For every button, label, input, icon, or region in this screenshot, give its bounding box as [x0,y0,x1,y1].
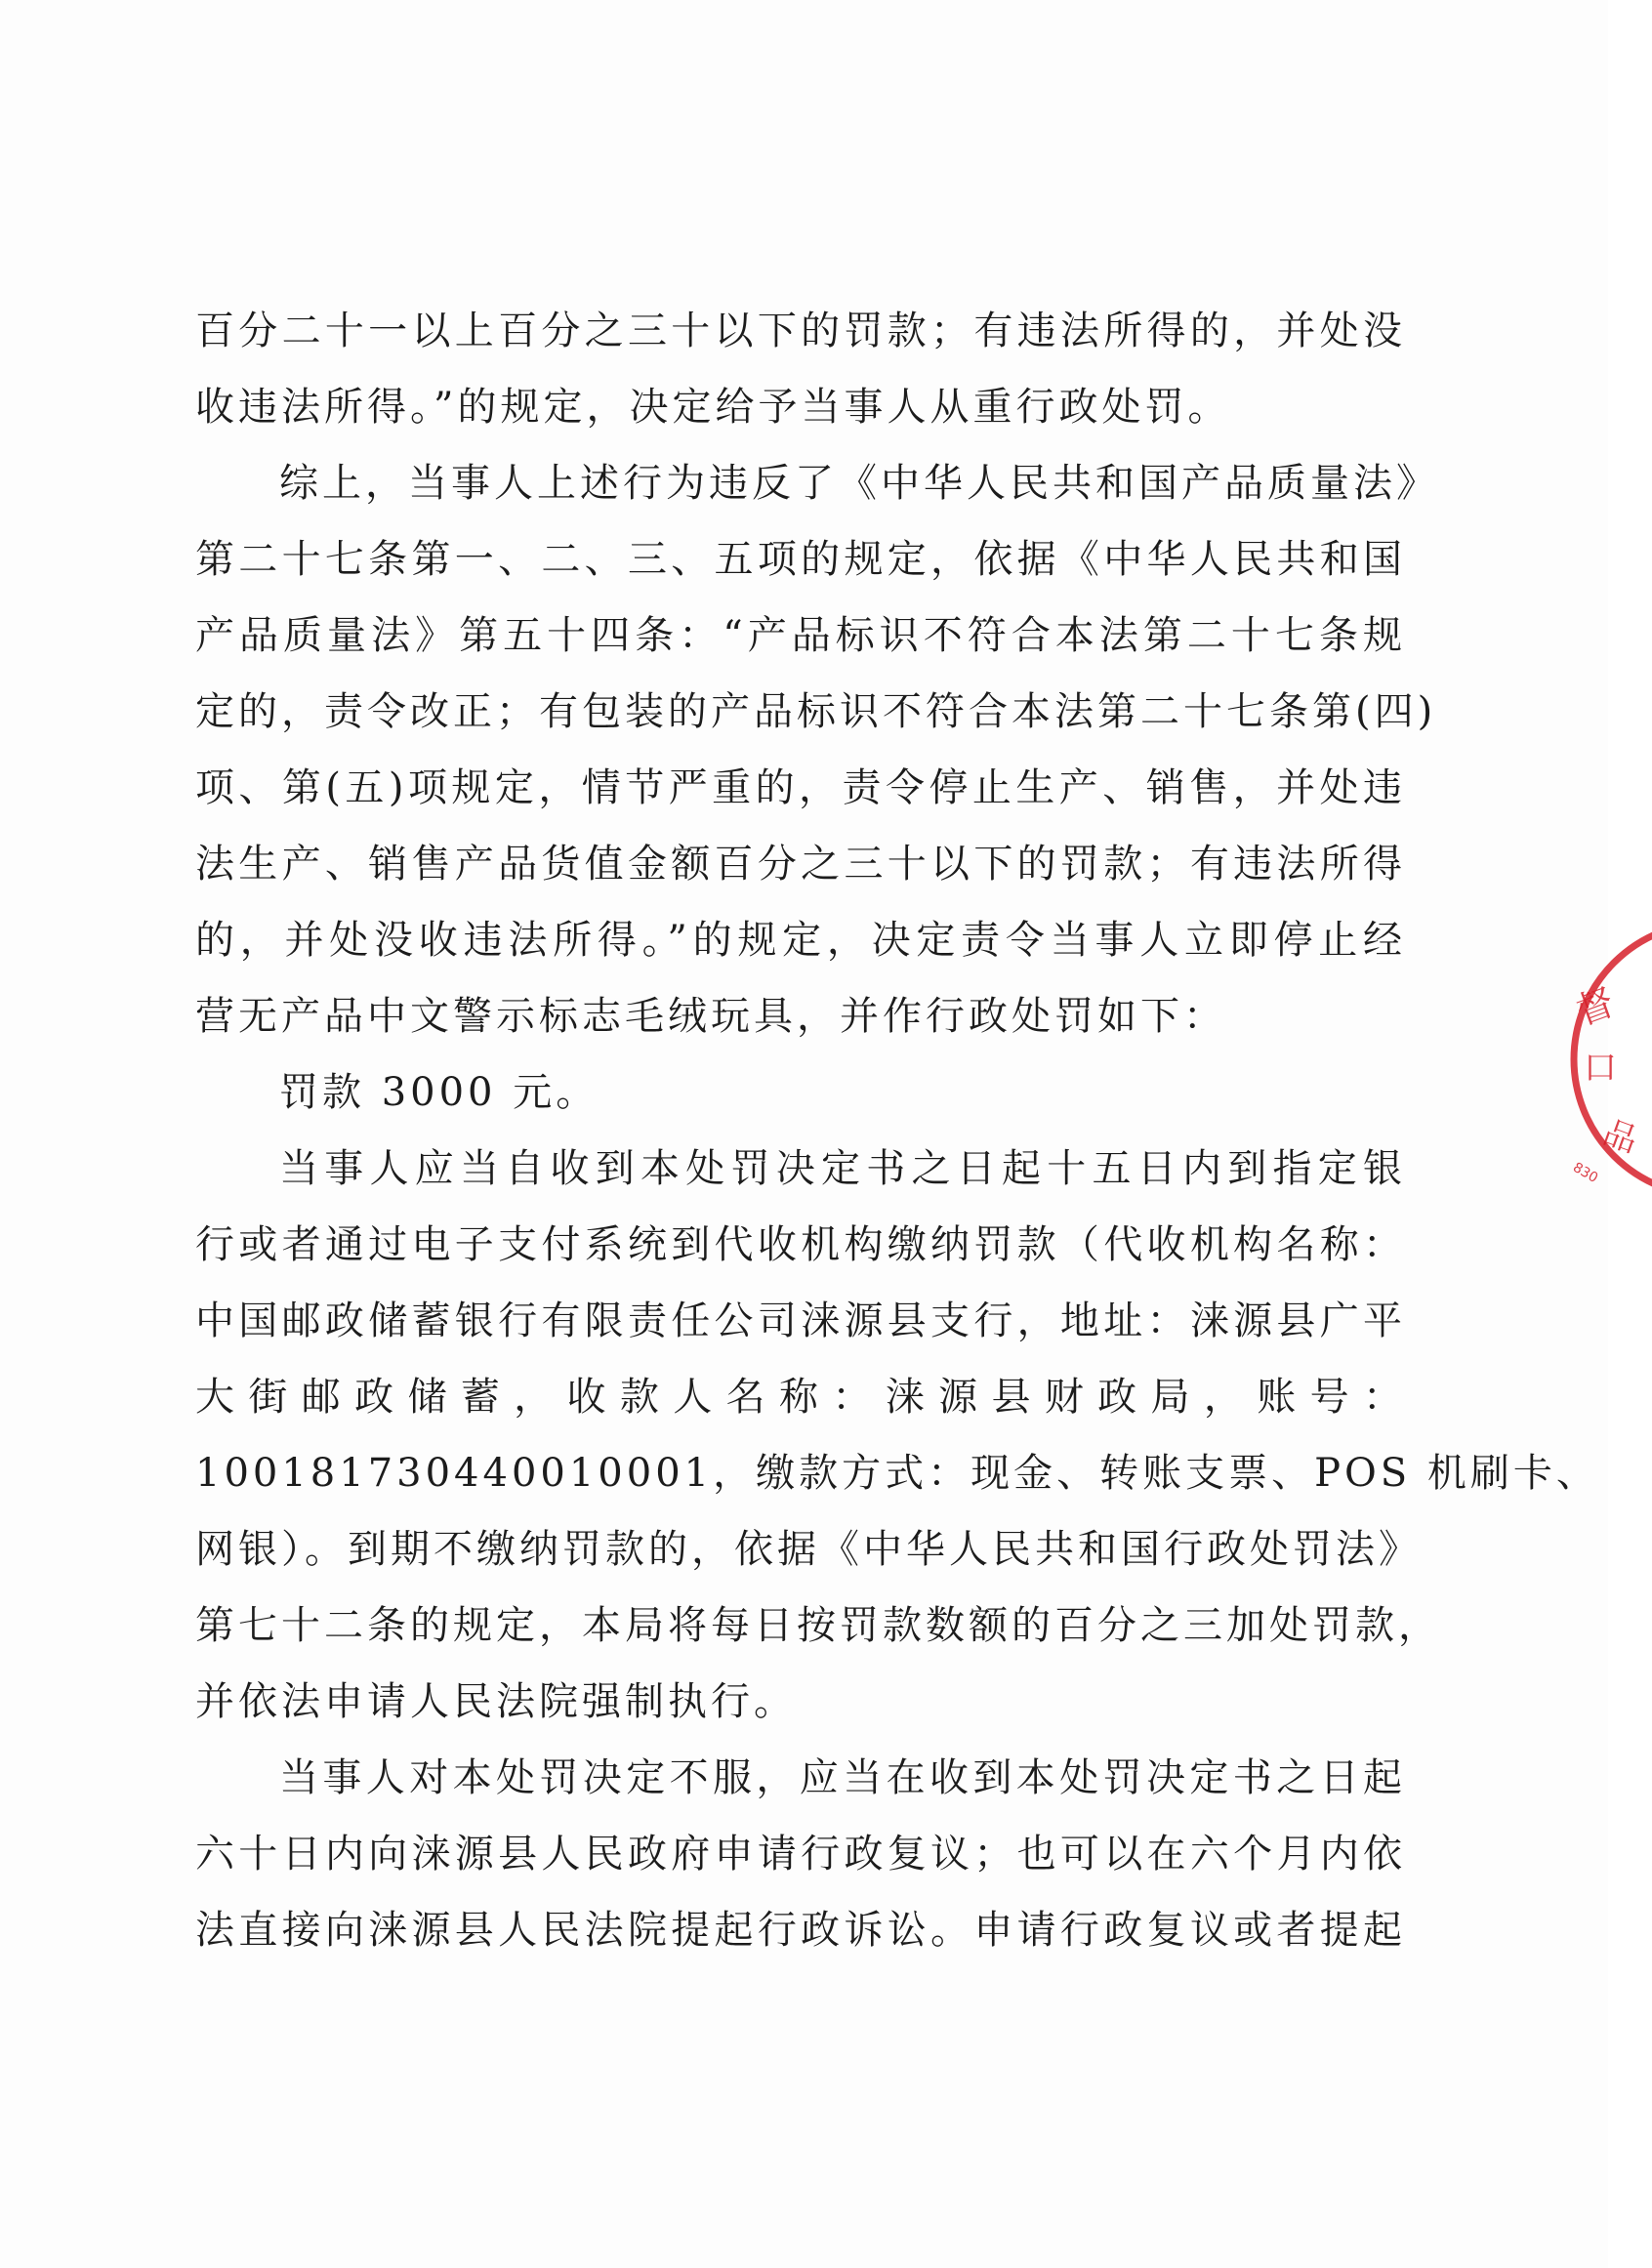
body-line-13: 行或者通过电子支付系统到代收机构缴纳罚款（代收机构名称： [195,1222,1406,1267]
body-line-17: 网银）。到期不缴纳罚款的，依据《中华人民共和国行政处罚法》 [195,1527,1422,1572]
body-line-4: 第二十七条第一、二、三、五项的规定，依据《中华人民共和国 [195,537,1406,582]
body-line-5: 产品质量法》第五十四条：“产品标识不符合本法第二十七条规 [195,613,1406,658]
fine-amount-line: 罚款 3000 元。 [279,1070,599,1115]
svg-text:830: 830 [1570,1159,1601,1187]
svg-text:品: 品 [1597,1112,1643,1162]
body-line-15: 大街邮政储蓄，收款人名称：涞源县财政局，账号： [195,1375,1406,1420]
official-seal [1564,923,1652,1216]
body-line-12: 当事人应当自收到本处罚决定书之日起十五日内到指定银 [279,1146,1406,1191]
body-line-20: 当事人对本处罚决定不服，应当在收到本处罚决定书之日起 [279,1755,1406,1800]
body-line-1: 百分二十一以上百分之三十以下的罚款；有违法所得的，并处没 [195,309,1406,353]
svg-text:口: 口 [1584,1049,1617,1088]
body-line-8: 法生产、销售产品货值金额百分之三十以下的罚款；有违法所得 [195,842,1406,887]
svg-text:督: 督 [1570,979,1621,1034]
body-line-18: 第七十二条的规定，本局将每日按罚款数额的百分之三加处罚款， [195,1603,1441,1648]
body-line-14: 中国邮政储蓄银行有限责任公司涞源县支行，地址：涞源县广平 [195,1299,1406,1343]
body-line-6: 定的，责令改正；有包装的产品标识不符合本法第二十七条第(四) [195,689,1437,734]
body-line-22: 法直接向涞源县人民法院提起行政诉讼。申请行政复议或者提起 [195,1908,1406,1953]
body-line-3: 综上，当事人上述行为违反了《中华人民共和国产品质量法》 [279,461,1439,506]
body-line-9: 的，并处没收违法所得。”的规定，决定责令当事人立即停止经 [195,918,1406,963]
body-line-19: 并依法申请人民法院强制执行。 [195,1679,797,1724]
body-line-21: 六十日内向涞源县人民政府申请行政复议；也可以在六个月内依 [195,1832,1406,1876]
account-number-line: 100181730440010001，缴款方式：现金、转账支票、POS 机刷卡、 [195,1451,1599,1496]
body-line-10: 营无产品中文警示标志毛绒玩具，并作行政处罚如下： [195,994,1226,1039]
body-line-7: 项、第(五)项规定，情节严重的，责令停止生产、销售，并处违 [195,765,1406,810]
body-line-2: 收违法所得。”的规定，决定给予当事人从重行政处罚。 [195,385,1231,430]
